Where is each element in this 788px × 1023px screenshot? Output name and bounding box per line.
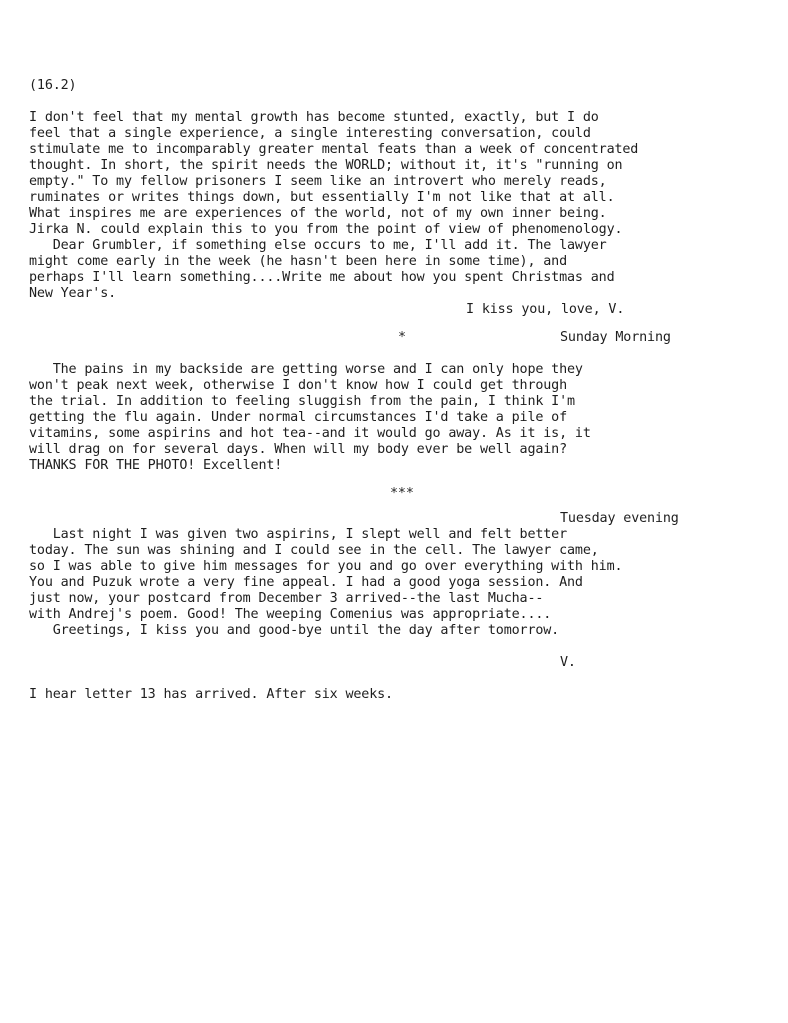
text-line: getting the flu again. Under normal circumstances I'd take a pile of	[29, 410, 568, 425]
text-line: feel that a single experience, a single interesting conversation, could	[29, 126, 591, 141]
text-line: ruminates or writes things down, but essentially I'm not like that at all.	[29, 190, 615, 205]
text-line: will drag on for several days. When will my body ever be well again?	[29, 442, 568, 457]
page-number: (16.2)	[29, 78, 77, 93]
text-line: empty." To my fellow prisoners I seem like an introvert who merely reads,	[29, 174, 607, 189]
text-line: Dear Grumbler, if something else occurs to me, I'll add it. The lawyer	[29, 238, 607, 253]
text-line: perhaps I'll learn something....Write me about how you spent Christmas and	[29, 270, 615, 285]
text-line: the trial. In addition to feeling sluggish from the pain, I think I'm	[29, 394, 575, 409]
text-line: Greetings, I kiss you and good-bye until the day after tomorrow.	[29, 623, 560, 638]
signoff: I kiss you, love, V.	[466, 302, 625, 317]
text-line: just now, your postcard from December 3 arrived--the last Mucha--	[29, 591, 544, 606]
postscript: I hear letter 13 has arrived. After six weeks.	[29, 687, 393, 702]
text-line: Last night I was given two aspirins, I slept well and felt better	[29, 527, 568, 542]
text-line: with Andrej's poem. Good! The weeping Comenius was appropriate....	[29, 607, 552, 622]
text-line: You and Puzuk wrote a very fine appeal. I had a good yoga session. And	[29, 575, 583, 590]
separator-star: *	[398, 330, 406, 345]
section-heading: Sunday Morning	[560, 330, 671, 345]
text-line: so I was able to give him messages for you and go over everything with him.	[29, 559, 623, 574]
text-line: What inspires me are experiences of the world, not of my own inner being.	[29, 206, 607, 221]
text-line: The pains in my backside are getting worse and I can only hope they	[29, 362, 583, 377]
text-line: thought. In short, the spirit needs the WORLD; without it, it's "running on	[29, 158, 623, 173]
text-line: I don't feel that my mental growth has become stunted, exactly, but I do	[29, 110, 599, 125]
text-line: New Year's.	[29, 286, 117, 301]
text-line: today. The sun was shining and I could see in the cell. The lawyer came,	[29, 543, 599, 558]
section-heading: Tuesday evening	[560, 511, 679, 526]
text-line: THANKS FOR THE PHOTO! Excellent!	[29, 458, 283, 473]
text-line: Jirka N. could explain this to you from the point of view of phenomenology.	[29, 222, 623, 237]
signature: V.	[560, 655, 576, 670]
text-line: vitamins, some aspirins and hot tea--and it would go away. As it is, it	[29, 426, 591, 441]
text-line: might come early in the week (he hasn't been here in some time), and	[29, 254, 568, 269]
text-line: stimulate me to incomparably greater mental feats than a week of concentrated	[29, 142, 639, 157]
separator-stars: ***	[390, 486, 414, 501]
text-line: won't peak next week, otherwise I don't know how I could get through	[29, 378, 568, 393]
